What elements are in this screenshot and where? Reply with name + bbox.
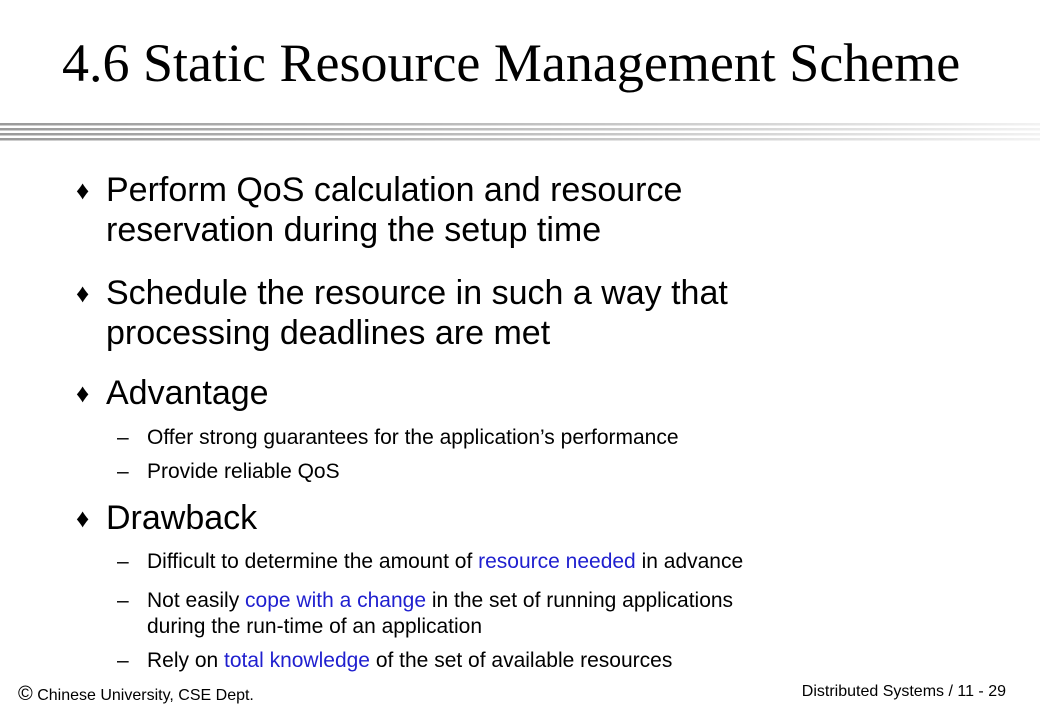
dash-bullet-icon: – <box>117 426 129 449</box>
diamond-bullet-icon: ♦ <box>76 378 90 408</box>
diamond-bullet-icon: ♦ <box>76 278 90 308</box>
bullet-text-line: Schedule the resource in such a way that <box>106 274 728 312</box>
footer-page-info: Distributed Systems / 11 - 29 <box>801 683 1006 700</box>
bullet-text-line: processing deadlines are met <box>106 314 551 352</box>
footer-institution: Chinese University, CSE Dept. <box>37 687 254 704</box>
footer-left <box>18 683 254 706</box>
sub-bullet-text-continuation: during the run-time of an application <box>147 615 483 638</box>
dash-bullet-icon: – <box>117 550 129 573</box>
highlighted-phrase: cope with a change <box>245 589 427 612</box>
bullet-text-line: reservation during the setup time <box>106 211 602 249</box>
sub-bullet-text: Rely on total knowledge of the set of available resources <box>147 649 673 672</box>
dash-bullet-icon: – <box>117 589 129 612</box>
highlighted-phrase: resource needed <box>478 550 636 573</box>
bullet-text-line: Advantage <box>106 374 269 412</box>
diamond-bullet-icon: ♦ <box>76 175 90 205</box>
sub-bullet-text: Not easily cope with a change in the set of running applications <box>147 589 734 612</box>
highlighted-phrase: total knowledge <box>224 649 370 672</box>
sub-bullet-text: Difficult to determine the amount of resource needed in advance <box>147 550 744 573</box>
diamond-bullet-icon: ♦ <box>76 503 90 533</box>
bullet-text-line: Drawback <box>106 499 258 537</box>
sub-bullet-text: Offer strong guarantees for the application’s performance <box>147 426 679 449</box>
sub-bullet-text: Provide reliable QoS <box>147 460 340 483</box>
dash-bullet-icon: – <box>117 649 129 672</box>
dash-bullet-icon: – <box>117 460 129 483</box>
slide-title: 4.6 Static Resource Management Scheme <box>62 33 961 93</box>
copyright-icon: © <box>18 683 33 705</box>
bullet-text-line: Perform QoS calculation and resource <box>106 171 683 209</box>
title-divider <box>0 120 1040 146</box>
